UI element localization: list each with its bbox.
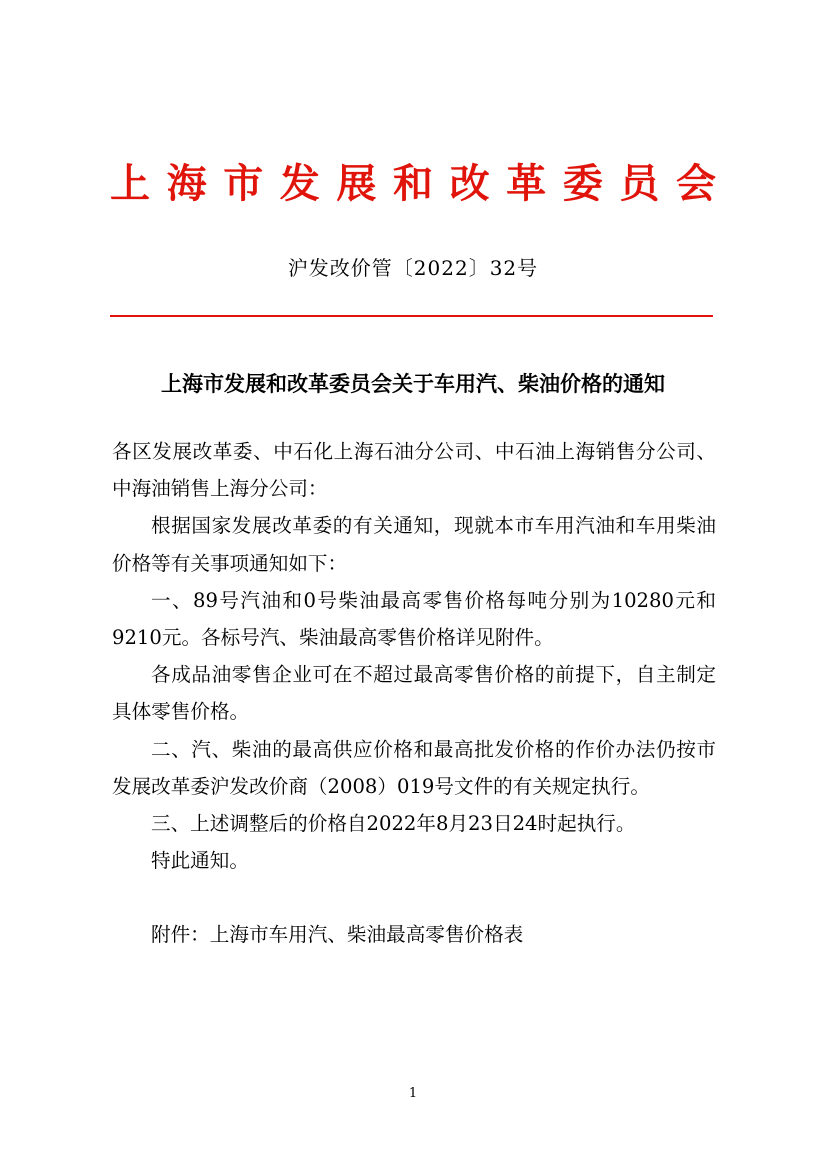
agency-char: 上 <box>110 160 150 207</box>
agency-char: 委 <box>562 160 603 207</box>
agency-char: 革 <box>506 160 547 207</box>
page-number: 1 <box>408 1086 418 1101</box>
agency-char: 市 <box>223 160 264 207</box>
body-paragraph: 各成品油零售企业可在不超过最高零售价格的前提下，自主制定具体零售价格。 <box>112 663 716 724</box>
agency-char: 和 <box>392 160 433 207</box>
issuing-agency-header <box>110 150 716 210</box>
agency-char: 发 <box>279 160 320 207</box>
agency-char: 改 <box>449 160 490 207</box>
body-paragraph: 三、上述调整后的价格自2022年8月23日24时起执行。 <box>151 812 636 836</box>
agency-char: 会 <box>675 160 716 207</box>
document-number: 沪发改价管〔2022〕32号 <box>287 256 539 280</box>
closing-line: 特此通知。 <box>151 849 249 873</box>
agency-char: 员 <box>619 160 660 207</box>
agency-char: 海 <box>166 160 207 207</box>
body-paragraph: 一、89号汽油和0号柴油最高零售价格每吨分别为10280元和9210元。各标号汽、柴油最高零售价格详见附件。 <box>112 588 716 650</box>
document-title: 上海市发展和改革委员会关于车用汽、柴油价格的通知 <box>161 372 665 396</box>
agency-char: 展 <box>336 160 377 207</box>
body-paragraph: 根据国家发展改革委的有关通知，现就本市车用汽油和车用柴油价格等有关事项通知如下： <box>112 514 716 575</box>
recipients: 各区发展改革委、中石化上海石油分公司、中石油上海销售分公司、中海油销售上海分公司： <box>112 440 716 501</box>
attachment-note: 附件：上海市车用汽、柴油最高零售价格表 <box>151 923 524 947</box>
red-divider <box>110 315 713 317</box>
document-body <box>112 433 716 954</box>
body-paragraph: 二、汽、柴油的最高供应价格和最高批发价格的作价办法仍按市发展改革委沪发改价商（2008）019号文件的有关规定执行。 <box>112 737 716 798</box>
